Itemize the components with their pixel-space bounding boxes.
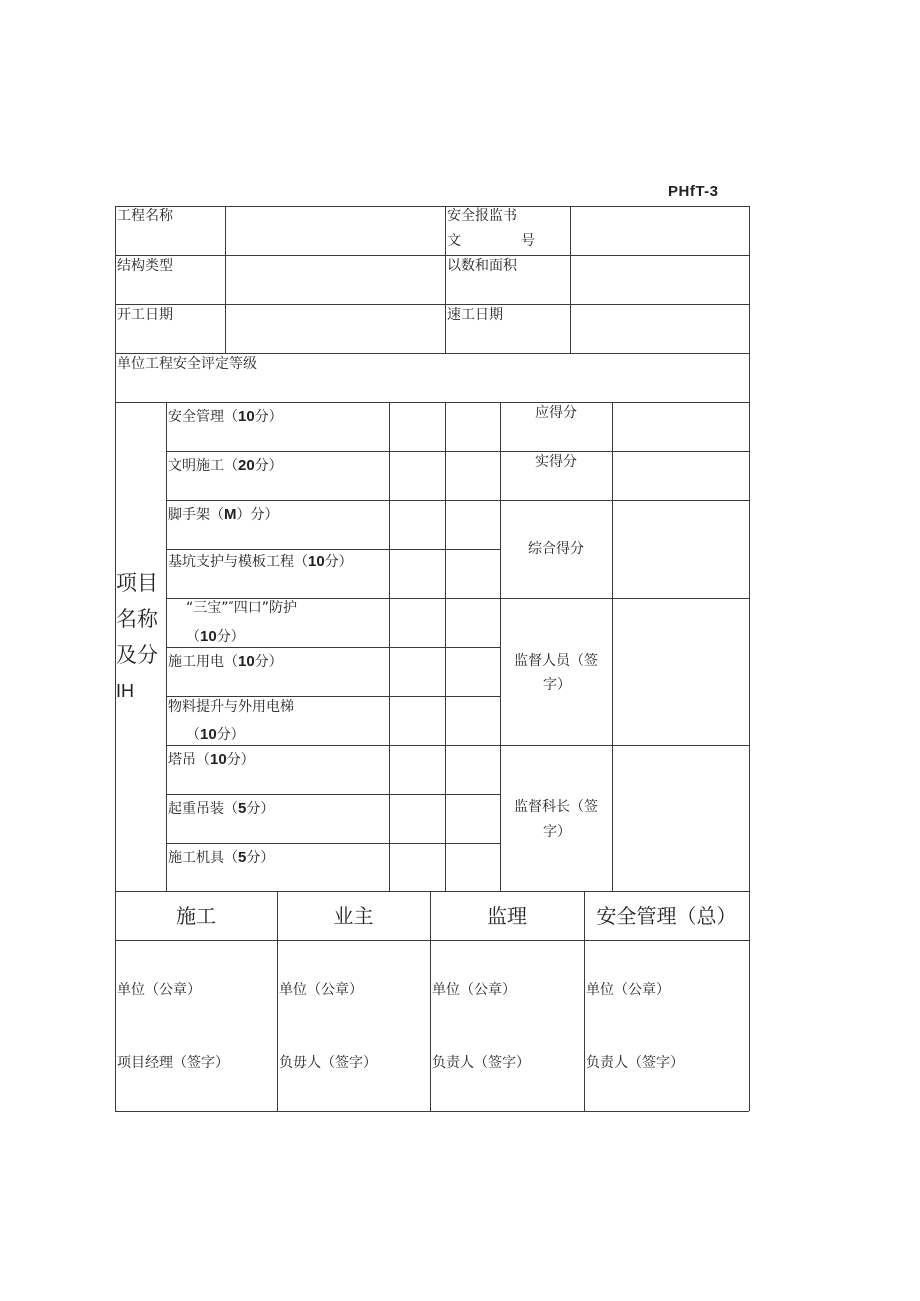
safety-grade-label: 单位工程安全评定等级 [117,356,257,372]
start-date-label: 开工日期 [117,307,173,323]
item-score-open: （ [224,409,238,425]
item-civilized-construction [168,456,283,476]
item-score: 5 [238,800,247,817]
items-label-line: IH [116,681,134,701]
report-no-label-line2a: 文 [447,233,461,249]
chief-sign-label-line1: 监督科长（签 [514,799,598,815]
total-score-label: 综合得分 [528,541,584,557]
item-score-open: （ [294,554,308,570]
item-score: 10 [238,408,255,425]
chief-sign-label-line2: 字） [543,824,571,840]
party-seal-contractor: 单位（公章） [117,982,201,998]
item-score: 10 [308,553,325,570]
item-name: 起重吊装 [168,801,224,817]
party-title-supervisor: 监理 [487,904,527,928]
item-name: 基坑支护与模板工程 [168,554,294,570]
item-score-open: （ [224,458,238,474]
item-score-unit: 分） [254,458,283,474]
party-seal-supervisor: 单位（公章） [432,982,516,998]
item-score: 10 [200,726,217,743]
supervisor-sign-label-line1: 监督人员（签 [514,653,598,669]
items-label-line: 及分 [116,643,158,667]
item-hoisting [168,799,274,819]
party-seal-safety: 单位（公章） [586,982,670,998]
party-title-safety: 安全管理（总） [596,904,737,928]
party-sign-contractor: 项目经理（签字） [117,1055,229,1071]
items-label-line: 项目 [116,571,158,595]
should-score-label: 应得分 [535,405,577,421]
actual-score-label: 实得分 [535,454,577,470]
item-score-unit: 分） [324,554,353,570]
party-seal-owner: 单位（公章） [279,982,363,998]
item-three-treasures-name: “三宝”″四口”防护 [186,600,297,616]
items-category-label [116,565,166,709]
item-score-open: （ [186,629,200,645]
report-no-label-line2b: 号 [521,233,535,249]
supervisor-sign-label-line2: 字） [543,677,571,693]
item-safety-management [168,407,283,427]
item-score-unit: 分） [226,752,255,768]
item-score-unit: ）分） [236,507,279,523]
project-name-label: 工程名称 [117,208,173,224]
item-score-unit: 分） [254,409,283,425]
item-score: 10 [238,653,255,670]
end-date-label: 速工日期 [447,307,503,323]
item-score-open: （ [224,850,238,866]
item-name: 施工机具 [168,850,224,866]
item-tower-crane [168,750,255,770]
item-material-hoist-name: 物料提升与外用电梯 [168,699,294,715]
item-score: 10 [210,751,227,768]
item-score: 5 [238,849,247,866]
item-score-open: （ [224,654,238,670]
item-name: 文明施工 [168,458,224,474]
party-sign-safety: 负责人（签字） [586,1055,684,1071]
item-score: M [224,506,237,523]
layers-area-label: 以数和面积 [447,258,517,274]
item-score-open: （ [186,727,200,743]
item-score-unit: 分） [254,654,283,670]
item-score-unit: 分） [216,629,245,645]
structure-type-label: 结构类型 [117,258,173,274]
party-title-contractor: 施工 [176,904,216,928]
party-sign-supervisor: 负责人（签字） [432,1055,530,1071]
item-scaffolding [168,505,279,525]
item-foundation-formwork [168,552,353,572]
item-construction-power [168,652,283,672]
item-name: 塔吊 [168,752,196,768]
items-label-line: 名称 [116,607,158,631]
party-sign-owner: 负毋人（签字） [279,1055,377,1071]
item-name: 脚手架 [168,507,210,523]
item-score-open: （ [196,752,210,768]
item-score-open: （ [224,801,238,817]
party-title-owner: 业主 [333,904,374,928]
item-construction-machinery [168,848,274,868]
item-score-unit: 分） [216,727,245,743]
item-score-open: （ [210,507,224,523]
form-code: PHfT-3 [668,183,719,200]
item-score-unit: 分） [246,850,275,866]
report-no-label-line1: 安全报监书 [447,208,517,224]
item-score: 10 [200,628,217,645]
item-three-treasures-score [186,627,245,647]
item-score-unit: 分） [246,801,275,817]
item-name: 施工用电 [168,654,224,670]
item-score: 20 [238,457,255,474]
item-name: 安全管理 [168,409,224,425]
item-material-hoist-score [186,725,245,745]
